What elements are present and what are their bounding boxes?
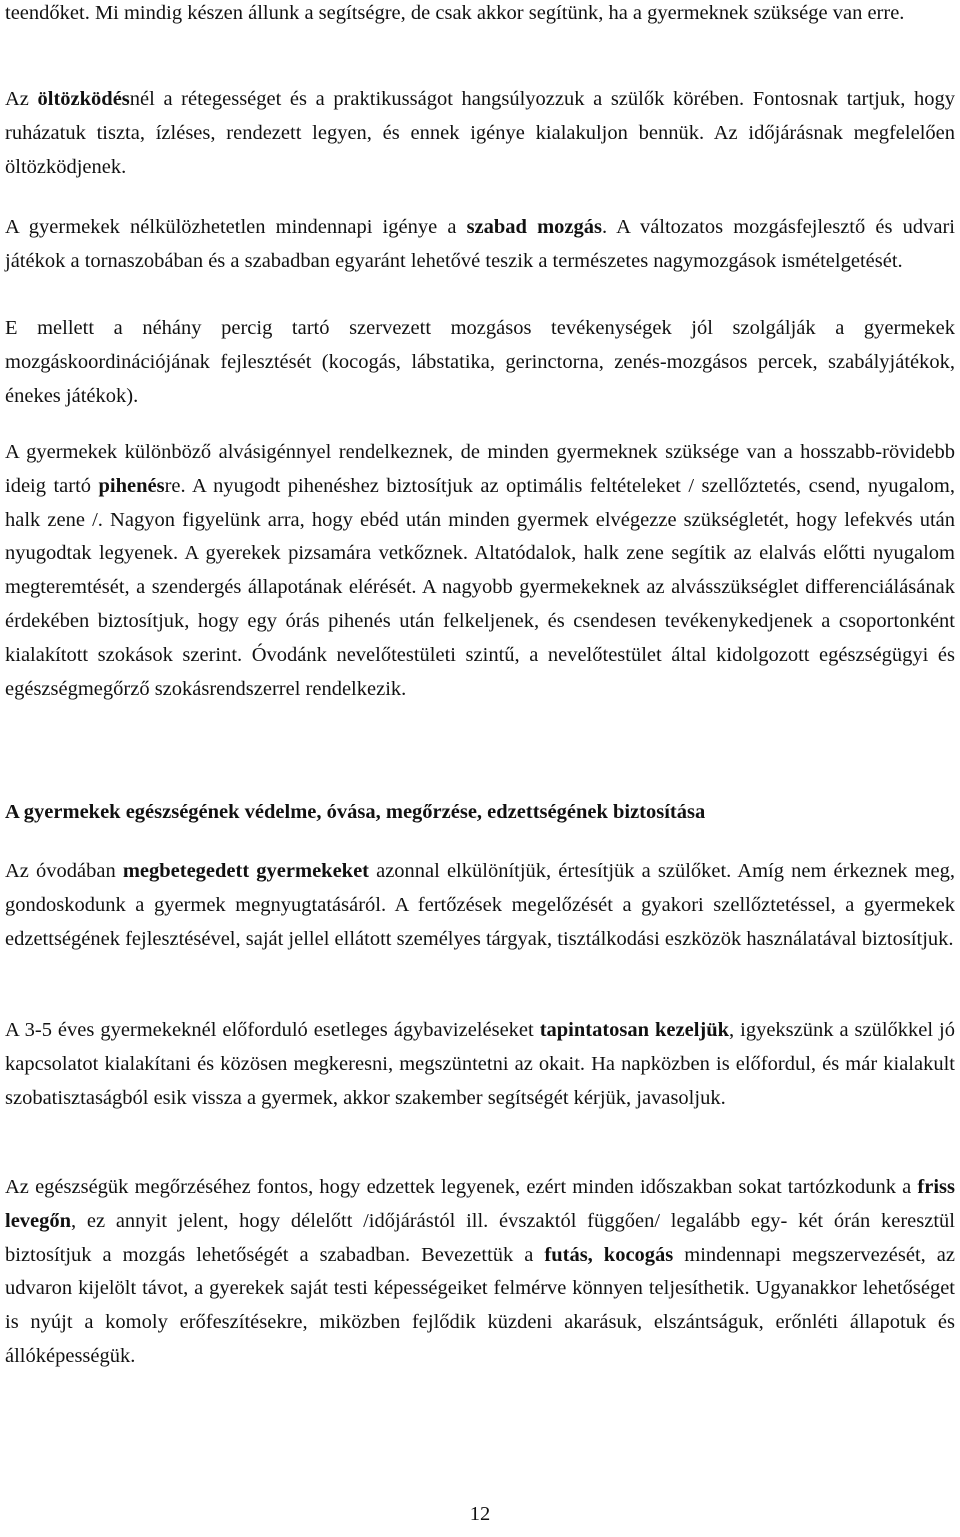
paragraph-clothing [5,83,955,184]
text-run: , igyekszünk a szülőkkel jó kapcsolatot kialakítani és közösen megkeresni, megszüntetni az okait. Ha napközben is előfordul, és már kialakult szobatisztaságból esik vissza a gyermek, akkor szakember segítségét kérjük, javasoljuk. [5,1019,955,1109]
text-run: Az [5,88,38,110]
paragraph-organized-movement [5,312,955,413]
text-run: re. A nyugodt pihenéshez biztosítjuk az optimális feltételeket / szellőztetés, csend, nyugalom, halk zene /. Nagyon figyelünk arra, hogy ebéd után minden gyermek elvégezze szükségletét, hogy lefekvés után nyugodtak legyenek. A gyerekek pizsamára vetkőznek. Altatódalok, halk zene segítik az elalvás előtti nyugalom megteremtését, a szendergés állapotának elérését. A nagyobb gyermekeknek az alvásszükséglet differenciálásának érdekében biztosítjuk, hogy egy órás pihenés után felkeljenek, és csendesen tevékenykedjenek a csoportonként kialakított szokások szerint. Óvodánk nevelőtestületi szintű, a nevelőtestület által kidolgozott egészségügyi és egészségmegőrző szokásrendszerrel rendelkezik. [5,474,955,700]
section-heading-health [5,796,955,830]
page-number: 12 [469,1503,491,1525]
text-run: Az egészségük megőrzéséhez fontos, hogy edzettek legyenek, ezért minden időszakban sokat tartózkodunk a [5,1176,918,1198]
bold-text-run: A gyermekek egészségének védelme, óvása, megőrzése, edzettségének biztosítása [5,801,706,823]
text-run: mindennapi megszervezését, az udvaron kijelölt távot, a gyerekek saját testi képességeiket felmérve könnyen teljesíthetik. Ugyanakkor lehetőséget is nyújt a komoly erőfeszítésekre, miközben fejlődik küzdeni akarásuk, elszántságuk, erőnléti állapotuk és állóképességük. [5,1243,956,1367]
bold-text-run: pihenés [98,474,165,497]
bold-text-run: friss levegőn [5,1176,955,1232]
text-run: E mellett a néhány percig tartó szervezett mozgásos tevékenységek jól szolgálják a gyermekek mozgáskoordinációjának fejlesztését (kocogás, lábstatika, gerinctorna, zenés-mozgásos percek, szabályjátékok, énekes játékok). [5,317,955,407]
text-run: Az óvodában [5,860,123,882]
text-run: A gyermekek nélkülözhetetlen mindennapi igénye a [5,216,467,238]
paragraph-fresh-air [5,1171,955,1374]
paragraph-assistance [5,0,955,31]
bold-text-run: futás, kocogás [544,1243,674,1266]
paragraph-free-movement [5,211,955,279]
paragraph-bedwetting [5,1014,955,1115]
bold-text-run: szabad mozgás [466,216,602,238]
paragraph-rest [5,436,955,706]
text-run: . A változatos mozgásfejlesztő és udvari játékok a tornaszobában és a szabadban egyaránt lehetővé teszik a természetes nagymozgások ismételgetését. [5,216,955,272]
bold-text-run: öltözködés [37,88,130,110]
paragraph-sick-children [5,855,955,956]
bold-text-run: megbetegedett gyermekeket [122,860,369,882]
text-run: nél a rétegességet és a praktikusságot hangsúlyozzuk a szülők körében. Fontosnak tartjuk, hogy ruházatuk tiszta, ízléses, rendezett legyen, és ennek igénye kialakuljon bennük. Az időjárásnak megfelelően öltözködjenek. [5,88,956,178]
text-run: teendőket. Mi mindig készen állunk a segítségre, de csak akkor segítünk, ha a gyermeknek szüksége van erre. [5,2,905,24]
text-run: azonnal elkülönítjük, értesítjük a szülőket. Amíg nem érkeznek meg, gondoskodunk a gyermek megnyugtatásáról. A fertőzések megelőzését a gyakori szellőztetéssel, a gyermekek edzettségének fejlesztésével, saját jellel ellátott személyes tárgyak, tisztálkodási eszközök használatával biztosítjuk. [5,860,955,950]
text-run: A gyermekek különböző alvásigénnyel rendelkeznek, de minden gyermeknek szüksége van a hosszabb-rövidebb ideig tartó [5,441,955,497]
text-run: A 3-5 éves gyermekeknél előforduló esetleges ágybavizeléseket [5,1019,540,1041]
bold-text-run: tapintatosan kezeljük [539,1019,730,1041]
text-run: , ez annyit jelent, hogy délelőtt /időjárástól ill. évszaktól függően/ legalább egy- két órán keresztül biztosítjuk a mozgás lehetőségét a szabadban. Bevezettük a [5,1209,955,1266]
